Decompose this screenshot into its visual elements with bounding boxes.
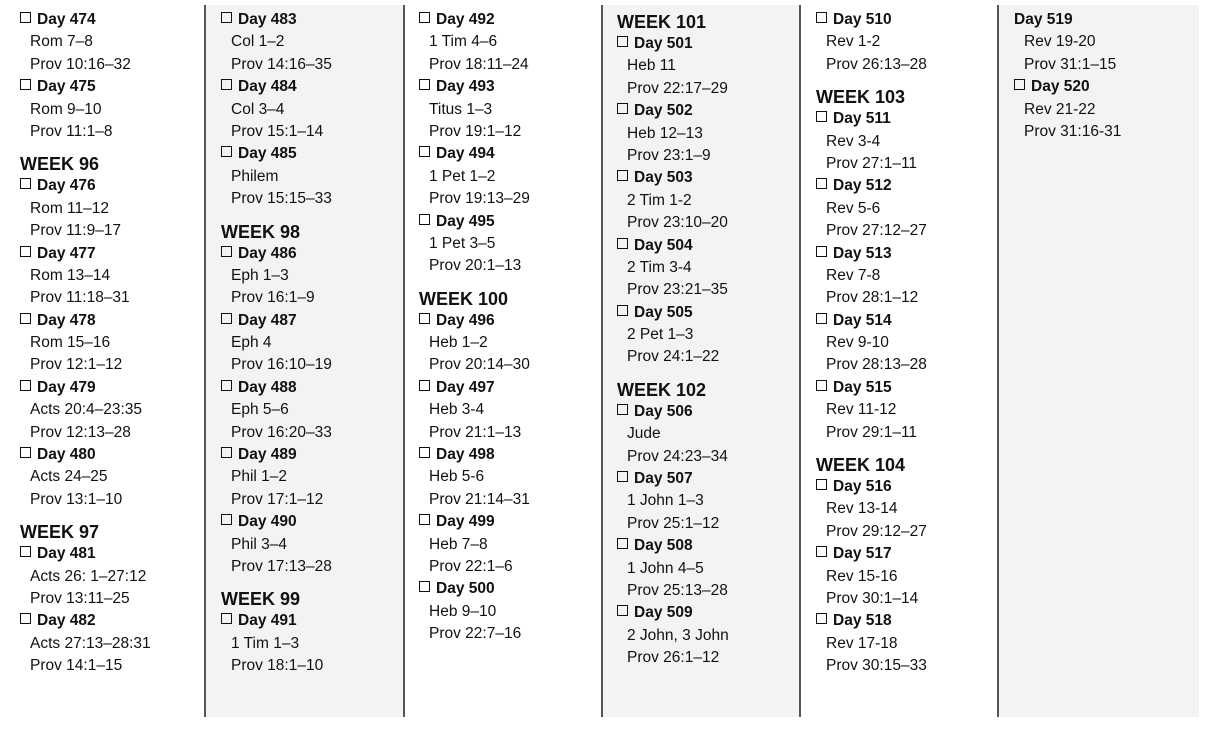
week-heading: WEEK 100 [419, 288, 509, 309]
reading-item: Prov 28:1–12 [826, 289, 919, 307]
day-entry [816, 610, 997, 632]
day-entry [617, 167, 799, 189]
reading-item: Rev 15-16 [826, 567, 898, 585]
checkbox-icon[interactable] [617, 471, 628, 482]
week-heading: WEEK 103 [816, 87, 906, 108]
reading-item: Prov 22:1–6 [429, 557, 513, 575]
reading-item: Prov 11:1–8 [30, 122, 113, 140]
checkbox-icon[interactable] [20, 12, 31, 23]
reading-item: Prov 10:16–32 [30, 55, 131, 73]
reading-item: Rom 11–12 [30, 199, 109, 217]
checkbox-icon[interactable] [617, 36, 628, 47]
day-entry [419, 310, 601, 332]
checkbox-icon[interactable] [617, 238, 628, 249]
reading-item: 2 Tim 1-2 [627, 191, 692, 209]
reading-item: Prov 12:13–28 [30, 423, 131, 441]
plan-column-2 [204, 5, 403, 717]
day-entry [419, 578, 601, 600]
week-heading: WEEK 98 [221, 221, 301, 242]
checkbox-icon[interactable] [816, 246, 827, 257]
checkbox-icon[interactable] [816, 178, 827, 189]
day-label: Day 502 [634, 102, 693, 120]
day-label: Day 474 [37, 11, 96, 28]
reading-item: Prov 31:1–15 [1024, 55, 1117, 73]
checkbox-icon[interactable] [419, 447, 430, 458]
reading-item: Rev 7-8 [826, 266, 881, 284]
checkbox-icon[interactable] [816, 380, 827, 391]
checkbox-icon[interactable] [1014, 79, 1025, 90]
day-label: Day 516 [833, 478, 892, 496]
day-entry [20, 243, 204, 265]
reading-item: Rev 21-22 [1024, 100, 1096, 118]
reading-item: Prov 20:1–13 [429, 257, 522, 275]
week-heading: WEEK 96 [20, 154, 100, 175]
reading-item: Acts 27:13–28:31 [30, 634, 151, 652]
reading-item: Prov 19:1–12 [429, 122, 522, 140]
checkbox-icon[interactable] [816, 12, 827, 23]
day-entry [20, 444, 204, 466]
reading-item: Prov 24:1–22 [627, 348, 720, 366]
reading-item: Prov 17:13–28 [231, 557, 332, 575]
reading-item: Heb 9–10 [429, 602, 497, 620]
day-entry [419, 211, 601, 233]
day-entry [617, 302, 799, 324]
reading-item: 1 John 1–3 [627, 492, 704, 510]
reading-item: Prov 26:13–28 [826, 55, 927, 73]
checkbox-icon[interactable] [419, 12, 430, 23]
reading-item: Jude [627, 425, 661, 443]
day-label: Day 520 [1031, 78, 1090, 96]
reading-item: Rev 5-6 [826, 199, 881, 217]
checkbox-icon[interactable] [221, 447, 232, 458]
reading-item: Col 3–4 [231, 100, 285, 118]
week-heading: WEEK 104 [816, 455, 906, 476]
day-entry [816, 9, 997, 31]
reading-item: Prov 13:1–10 [30, 490, 123, 508]
checkbox-icon[interactable] [419, 313, 430, 324]
reading-item: Prov 26:1–12 [627, 649, 720, 667]
reading-item: Prov 30:1–14 [826, 589, 919, 607]
reading-item: Prov 20:14–30 [429, 356, 530, 374]
checkbox-icon[interactable] [617, 103, 628, 114]
reading-item: 1 Tim 4–6 [429, 33, 498, 51]
checkbox-icon[interactable] [20, 178, 31, 189]
reading-item: 2 Tim 3-4 [627, 258, 692, 276]
day-label: Day 489 [238, 446, 297, 464]
reading-item: Prov 27:12–27 [826, 222, 927, 240]
day-entry [20, 9, 204, 31]
day-label: Day 503 [634, 169, 693, 187]
reading-item: Rom 9–10 [30, 100, 102, 118]
checkbox-icon[interactable] [20, 447, 31, 458]
day-entry [816, 543, 997, 565]
day-entry [20, 76, 204, 98]
reading-item: Prov 16:20–33 [231, 423, 332, 441]
day-label: Day 519 [1014, 11, 1073, 28]
day-entry [816, 243, 997, 265]
day-label: Day 518 [833, 612, 892, 630]
plan-column-1 [20, 5, 204, 717]
day-label: Day 487 [238, 311, 297, 329]
day-label: Day 509 [634, 604, 693, 622]
day-entry [617, 535, 799, 557]
day-entry [221, 444, 403, 466]
reading-item: Rev 11-12 [826, 401, 897, 419]
checkbox-icon[interactable] [221, 514, 232, 525]
day-label: Day 488 [238, 378, 297, 396]
day-entry [221, 310, 403, 332]
reading-item: Prov 25:1–12 [627, 514, 720, 532]
reading-item: Rom 13–14 [30, 266, 111, 284]
reading-item: Prov 19:13–29 [429, 190, 530, 208]
day-label: Day 515 [833, 378, 892, 396]
day-label: Day 510 [833, 11, 892, 28]
checkbox-icon[interactable] [419, 214, 430, 225]
reading-item: Prov 30:15–33 [826, 657, 927, 675]
reading-item: Prov 21:14–31 [429, 490, 530, 508]
week-heading: WEEK 102 [617, 379, 707, 400]
checkbox-icon[interactable] [419, 581, 430, 592]
reading-item: Eph 5–6 [231, 401, 289, 419]
day-entry [20, 610, 204, 632]
reading-item: Rom 7–8 [30, 33, 93, 51]
day-entry [221, 511, 403, 533]
day-entry [419, 76, 601, 98]
reading-item: Prov 15:15–33 [231, 190, 332, 208]
day-entry [419, 511, 601, 533]
checkbox-icon[interactable] [617, 538, 628, 549]
reading-item: 1 John 4–5 [627, 559, 704, 577]
day-entry [617, 602, 799, 624]
reading-item: Eph 4 [231, 334, 272, 352]
day-label: Day 494 [436, 145, 495, 163]
day-entry [221, 243, 403, 265]
checkbox-icon[interactable] [816, 479, 827, 490]
checkbox-icon[interactable] [816, 546, 827, 557]
week-heading: WEEK 97 [20, 522, 100, 543]
day-label: Day 484 [238, 78, 297, 96]
checkbox-icon[interactable] [617, 404, 628, 415]
reading-item: Prov 23:10–20 [627, 214, 728, 232]
reading-item: Prov 29:1–11 [826, 423, 918, 441]
day-label: Day 506 [634, 402, 693, 420]
week-heading: WEEK 99 [221, 589, 301, 610]
day-label: Day 478 [37, 311, 96, 329]
day-label: Day 490 [238, 513, 297, 531]
reading-item: Prov 22:7–16 [429, 625, 522, 643]
day-entry [221, 377, 403, 399]
plan-column-5 [799, 5, 997, 717]
day-label: Day 497 [436, 378, 495, 396]
reading-item: Prov 16:10–19 [231, 356, 332, 374]
day-label: Day 514 [833, 311, 892, 329]
reading-item: Prov 18:11–24 [429, 55, 529, 73]
reading-item: Philem [231, 167, 279, 185]
checkbox-icon[interactable] [221, 313, 232, 324]
reading-item: Prov 24:23–34 [627, 447, 728, 465]
reading-item: 2 John, 3 John [627, 626, 729, 644]
reading-item: Prov 21:1–13 [429, 423, 522, 441]
day-entry [20, 543, 204, 565]
reading-item: Heb 11 [627, 57, 676, 75]
day-label: Day 477 [37, 244, 96, 262]
day-entry [1014, 76, 1199, 98]
day-entry [419, 9, 601, 31]
reading-item: Prov 28:13–28 [826, 356, 927, 374]
checkbox-icon[interactable] [816, 613, 827, 624]
day-label: Day 513 [833, 244, 892, 262]
checkbox-icon[interactable] [419, 380, 430, 391]
checkbox-icon[interactable] [816, 313, 827, 324]
plan-column-3 [403, 5, 601, 717]
week-heading: WEEK 101 [617, 12, 707, 32]
checkbox-icon[interactable] [419, 146, 430, 157]
reading-item: Heb 7–8 [429, 535, 488, 553]
day-label: Day 480 [37, 446, 96, 464]
reading-item: Rev 19-20 [1024, 33, 1096, 51]
checkbox-icon[interactable] [617, 170, 628, 181]
day-entry [816, 175, 997, 197]
reading-item: Prov 22:17–29 [627, 79, 728, 97]
checkbox-icon[interactable] [20, 613, 31, 624]
day-entry [816, 108, 997, 130]
checkbox-icon[interactable] [20, 313, 31, 324]
checkbox-icon[interactable] [419, 79, 430, 90]
day-label: Day 493 [436, 78, 495, 96]
reading-item: Prov 13:11–25 [30, 589, 130, 607]
reading-item: Eph 1–3 [231, 266, 289, 284]
day-entry [20, 310, 204, 332]
day-entry [419, 377, 601, 399]
plan-column-4 [601, 5, 799, 717]
reading-item: Rev 1-2 [826, 33, 881, 51]
day-entry [617, 100, 799, 122]
day-label: Day 486 [238, 244, 297, 262]
day-label: Day 511 [833, 110, 891, 128]
reading-item: Heb 3-4 [429, 401, 485, 419]
reading-item: Prov 23:1–9 [627, 146, 711, 164]
checkbox-icon[interactable] [20, 546, 31, 557]
reading-item: Col 1–2 [231, 33, 285, 51]
day-entry [617, 468, 799, 490]
reading-item: Phil 3–4 [231, 535, 288, 553]
day-label: Day 482 [37, 612, 96, 630]
day-entry [221, 143, 403, 165]
reading-item: 1 Tim 1–3 [231, 634, 300, 652]
day-label: Day 508 [634, 537, 693, 555]
checkbox-icon[interactable] [816, 111, 827, 122]
checkbox-icon[interactable] [20, 380, 31, 391]
day-entry [221, 9, 403, 31]
checkbox-icon[interactable] [221, 12, 232, 23]
day-entry [816, 377, 997, 399]
checkbox-icon[interactable] [419, 514, 430, 525]
reading-item: Rom 15–16 [30, 334, 111, 352]
checkbox-icon[interactable] [221, 146, 232, 157]
checkbox-icon[interactable] [221, 79, 232, 90]
reading-item: Rev 17-18 [826, 634, 898, 652]
reading-item: Prov 17:1–12 [231, 490, 324, 508]
day-label: Day 492 [436, 11, 495, 28]
day-entry [419, 143, 601, 165]
reading-item: Prov 31:16-31 [1024, 122, 1122, 140]
day-entry [221, 76, 403, 98]
reading-item: Prov 23:21–35 [627, 281, 728, 299]
reading-item: Rev 13-14 [826, 500, 898, 518]
day-label: Day 496 [436, 311, 495, 329]
day-entry [816, 310, 997, 332]
day-label: Day 505 [634, 303, 693, 321]
checkbox-icon[interactable] [221, 380, 232, 391]
day-label: Day 485 [238, 145, 297, 163]
day-entry [20, 377, 204, 399]
reading-item: Heb 5-6 [429, 468, 485, 486]
day-label: Day 498 [436, 446, 495, 464]
reading-item: Prov 18:1–10 [231, 657, 324, 675]
reading-item: Prov 16:1–9 [231, 289, 315, 307]
reading-item: Prov 11:9–17 [30, 222, 122, 240]
reading-item: Heb 1–2 [429, 334, 488, 352]
reading-item: Titus 1–3 [429, 100, 493, 118]
reading-item: Rev 9-10 [826, 334, 889, 352]
checkbox-icon[interactable] [617, 305, 628, 316]
reading-item: Acts 24–25 [30, 468, 108, 486]
day-entry [816, 476, 997, 498]
day-entry [221, 610, 403, 632]
reading-item: Prov 14:1–15 [30, 657, 123, 675]
reading-item: Phil 1–2 [231, 468, 288, 486]
reading-item: Prov 25:13–28 [627, 581, 728, 599]
reading-item: 1 Pet 3–5 [429, 234, 496, 252]
day-label: Day 495 [436, 212, 495, 230]
day-label: Day 507 [634, 470, 693, 488]
day-entry [20, 175, 204, 197]
checkbox-icon[interactable] [221, 246, 232, 257]
day-label: Day 491 [238, 612, 297, 630]
day-label: Day 500 [436, 580, 495, 598]
reading-item: Acts 26: 1–27:12 [30, 567, 147, 585]
day-entry [419, 444, 601, 466]
day-entry [1014, 9, 1199, 31]
day-label: Day 476 [37, 177, 96, 195]
reading-item: Rev 3-4 [826, 132, 881, 150]
day-label: Day 475 [37, 78, 96, 96]
day-entry [617, 401, 799, 423]
day-entry [617, 235, 799, 257]
reading-item: Prov 14:16–35 [231, 55, 332, 73]
checkbox-icon[interactable] [221, 613, 232, 624]
day-label: Day 517 [833, 545, 892, 563]
day-label: Day 504 [634, 236, 693, 254]
reading-item: Prov 11:18–31 [30, 289, 130, 307]
day-label: Day 481 [37, 545, 96, 563]
day-label: Day 512 [833, 177, 892, 195]
reading-item: Prov 12:1–12 [30, 356, 123, 374]
reading-item: Prov 27:1–11 [826, 154, 918, 172]
plan-column-6 [997, 5, 1199, 717]
day-label: Day 479 [37, 378, 96, 396]
checkbox-icon[interactable] [20, 246, 31, 257]
checkbox-icon[interactable] [617, 605, 628, 616]
reading-item: Heb 12–13 [627, 124, 703, 142]
reading-item: Prov 29:12–27 [826, 522, 927, 540]
reading-item: Acts 20:4–23:35 [30, 401, 143, 419]
day-label: Day 501 [634, 35, 693, 52]
day-label: Day 483 [238, 11, 297, 28]
reading-item: 1 Pet 1–2 [429, 167, 496, 185]
day-label: Day 499 [436, 513, 495, 531]
checkbox-icon[interactable] [20, 79, 31, 90]
reading-item: Prov 15:1–14 [231, 122, 324, 140]
reading-item: 2 Pet 1–3 [627, 326, 694, 344]
day-entry [617, 33, 799, 55]
